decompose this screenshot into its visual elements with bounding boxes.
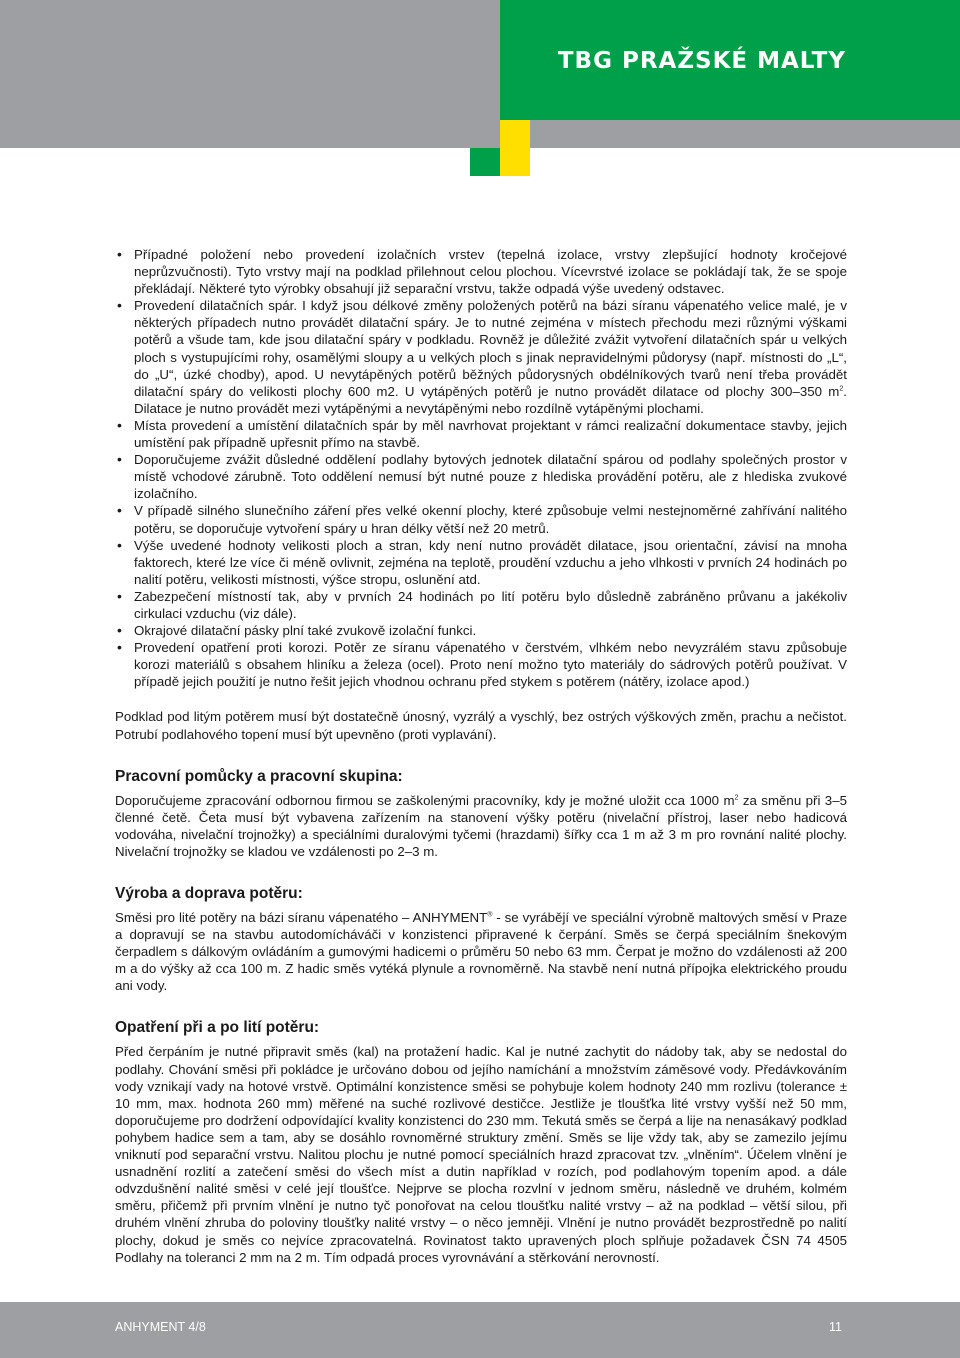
paragraph: Podklad pod litým potěrem musí být dostatečně únosný, vyzrálý a vyschlý, bez ostrých výškových změn, prachu a nečistot. Potrubí podlahového topení musí být upevněno (proti vyplavání). <box>115 709 847 742</box>
paragraph-text: - se vyrábějí ve speciální výrobně maltových směsí v Praze a dopravují se na stavbu autodomícháváči v konzistenci připravené k čerpání. Směs se čerpá speciálním šnekovým čerpadlem s dálkovým ovládáním a gumovými hadicemi o průměru 50 nebo 63 mm. Čerpat je možno do vzdálenosti až 200 m a do výšky až cca 100 m. Z hadic směs vytéká plynule a rovnoměrně. Na stavbě není nutná přípojka elektrického proudu ani vody. <box>115 910 848 994</box>
section-heading: Opatření při a po lití potěru: <box>115 1019 320 1037</box>
deco-square-yellow <box>500 148 530 176</box>
list-item: • Výše uvedené hodnoty velikosti ploch a stran, kdy není nutno provádět dilatace, jsou orientační, závisí na mnoha faktorech, které lze více či méně ovlivnit, zejména na teplotě, proudění vzduchu a jeho vlhkosti v prvních 24 hodinách po nalití potěru, velikosti místnosti, výšce stropu, oslunění atd. <box>115 537 847 588</box>
footer-document-label: ANHYMENT 4/8 <box>115 1320 206 1334</box>
brand-logo: TBG PRAŽSKÉ MALTY <box>557 48 846 74</box>
list-item-text: . Dilatace je nutno provádět mezi vytápěnými a nevytápěnými nebo rozdílně vytápěnými plochami. <box>134 383 847 416</box>
document-body <box>115 246 847 1266</box>
paragraph-text: za směnu při 3–5 členné četě. Četa musí být vybavena zařízením na stanovení výšky potěru (nivelační přístroj, laser nebo hadicová vodováha, nivelační trojnožky) a speciálními duralovými tyčemi (hrazdami) šířky cca 1 m až 3 m pro rovnání nalité plochy. Nivelační trojnožky se kladou ve vzdálenosti po 2–3 m. <box>115 792 847 859</box>
paragraph-text: Směsi pro lité potěry na bázi síranu vápenatého – ANHYMENT <box>115 910 488 925</box>
bullet-list <box>115 246 847 690</box>
list-item: • Místa provedení a umístění dilatačních spár by měl navrhovat projektant v rámci realizační dokumentace stavby, jejich umístění pak případně upřesnit přímo na stavbě. <box>115 417 847 451</box>
section-heading: Pracovní pomůcky a pracovní skupina: <box>115 767 403 785</box>
list-item <box>115 297 847 417</box>
paragraph <box>115 909 847 994</box>
deco-square-grey <box>530 120 560 148</box>
list-item: • Případné položení nebo provedení izolačních vrstev (tepelná izolace, vrstvy zlepšující hodnoty kročejové neprůzvučnosti). Tyto vrstvy mají na podklad přilehnout celou plochou. Vícevrstvé izolace se pokládají tak, že se spoje překládají. Některé tyto výrobky obsahují již separační vrstvu, takže odpadá výše uvedený odstavec. <box>115 246 847 297</box>
list-item: • Zabezpečení místností tak, aby v prvních 24 hodinách po lití potěru bylo důsledně zabráněno průvanu a jakékoliv cirkulaci vzduchu (viz dále). <box>115 588 847 622</box>
list-item-text: Provedení dilatačních spár. I když jsou délkové změny položených potěrů na bázi síranu vápenatého velice malé, je v některých případech nutno provádět dilatační spáry. Je to nutné zejména v místech přechodu mezi různými výškami potěrů a všude tam, kde jsou dilatační spáry v podkladu. Rovněž je důležité zvážit vytvoření dilatačních spár u velkých ploch s vystupujícími rohy, osamělými sloupy a u velkých ploch s jinak nepravidelnými půdorysy (např. místnosti do „L“, do „U“, úzké chodby), apod. U nevytápěných potěrů běžných půdorysných obdélníkových tvarů není třeba provádět dilatační spáry do velikosti plochy 600 m2. U vytápěných potěrů je nutno provádět dilatace od plochy 300–350 m <box>134 298 847 399</box>
page-number: 11 <box>829 1320 842 1334</box>
list-item: • Doporučujeme zvážit důsledné oddělení podlahy bytových jednotek dilatační spárou od podlahy společných prostor v místě vchodové zárubně. Toto oddělení nemusí být nutné pouze z hlediska provádění potěru, ale z hlediska zvukové izolačního. <box>115 451 847 502</box>
deco-square-yellow <box>500 120 530 148</box>
paragraph: Před čerpáním je nutné připravit směs (kal) na protažení hadic. Kal je nutné zachytit do nádoby tak, aby se nedostal do podlahy. Chování směsi při pokládce je určováno dobou od jejího namíchání a množstvím záměsové vody. Předávkováním vody vznikají vady na hotové vrstvě. Optimální konzistence směsi se pohybuje kolem hodnoty 240 mm rozlivu (tolerance ± 10 mm, max. hodnota 260 mm) měřené na suché rozlivové destičce. Jestliže je tloušťka lité vrstvy vyšší než 50 mm, doporučujeme pro dodržení odpovídající kvality konzistenci do 230 mm. Tekutá směs se čerpá a lije na nenasákavý podklad pohybem hadice sem a tam, aby se dosáhlo rovnoměrné struktury změní. Směs se lije vždy tak, aby se zamezilo jejímu vniknutí pod separační vrstvu. Nalitou plochu je nutné pomocí speciálních hrazd zpracovat tzv. „vlněním“. Účelem vlnění je usnadnění rozlití a zatečení směsi do všech míst a dutin například v rozích, pod podlahovým topením apod. a dále odvzdušnění nalité směsi v celé její tloušťce. Nejprve se plocha rozvlní v jednom směru, následně ve druhém, kolmém směru, přičemž při prvním vlnění je nutno tyč ponořovat na celou tloušťku nalité vrstvy – až na podklad – větší silou, při druhém vlnění zhruba do poloviny tloušťky nalité vrstvy – o něco jemněji. Vlnění je nutno provádět bezprostředně po nalití plochy, dokud je směs co nejvíce zpracovatelná. Rovinatost takto upravených ploch splňuje požadavek ČSN 74 4505 Podlahy na toleranci 2 mm na 2 m. Tím odpadá proces vyrovnávání a stěrkování nerovností. <box>115 1044 847 1265</box>
registered-mark: ® <box>487 911 493 919</box>
paragraph-text: Doporučujeme zpracování odbornou firmou se zaškolenými pracovníky, kdy je možné uložit cca 1000 m <box>115 792 735 808</box>
superscript: 2 <box>839 385 844 393</box>
deco-square-green <box>470 148 500 176</box>
section-heading: Výroba a doprava potěru: <box>115 885 303 902</box>
superscript: 2 <box>734 794 739 802</box>
list-item: • Provedení opatření proti korozi. Potěr ze síranu vápenatého v čerstvém, vlhkém nebo nevyzrálém stavu způsobuje korozi materiálů s obsahem hliníku a železa (ocel). Proto není možno tyto materiály do sádrových potěrů používat. V případě jejich použití je nutno řešit jejich vhodnou ochranu před stykem s potěrem (nátěry, izolace apod.) <box>115 639 847 690</box>
list-item: • V případě silného slunečního záření přes velké okenní plochy, které způsobuje velmi nestejnoměrné zahřívání nalitého potěru, se doporučuje vytvoření spáry u hran délky větší než 20 metrů. <box>115 502 847 536</box>
paragraph <box>115 792 847 860</box>
list-item: • Okrajové dilatační pásky plní také zvukově izolační funkci. <box>115 622 847 639</box>
